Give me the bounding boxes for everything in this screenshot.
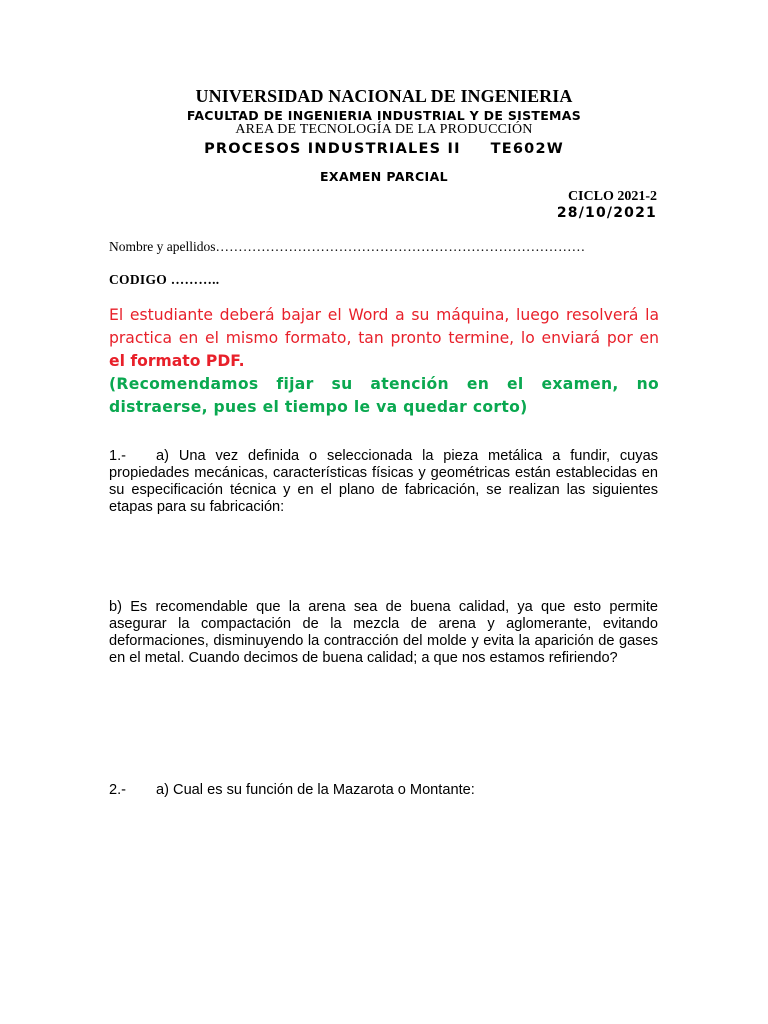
name-dots: ……………………………………………………………………… xyxy=(215,239,586,254)
name-field[interactable] xyxy=(109,239,585,255)
instructions-text: El estudiante deberá bajar el Word a su máquina, luego resolverá la practica en el mismo formato, tan pronto termine, lo enviará por en xyxy=(109,306,659,347)
code-dots: ……….. xyxy=(170,272,220,287)
recommendation-line-1: (Recomendamos fijar su atención en el examen, no xyxy=(109,375,659,393)
name-label: Nombre y apellidos xyxy=(109,239,216,254)
area-title: AREA DE TECNOLOGÍA DE LA PRODUCCIÓN xyxy=(235,122,533,137)
pdf-format-text: el formato PDF xyxy=(109,352,239,370)
course-name: PROCESOS INDUSTRIALES II xyxy=(204,141,461,157)
code-label: CODIGO xyxy=(109,272,171,287)
course-title xyxy=(0,141,768,157)
recommendation-text xyxy=(109,373,659,419)
exam-date: 28/10/2021 xyxy=(556,205,657,221)
question-1a xyxy=(109,448,658,516)
exam-title: EXAMEN PARCIAL xyxy=(319,169,449,184)
question-1b-text: b) Es recomendable que la arena sea de buena calidad, ya que esto permite asegurar la compactación de la mezcla de arena y aglomerante, evitando deformaciones, disminuyendo la contracción del molde y evita la aparición de gases en el metal. Cuando decimos de buena calidad; a que nos estamos refiriendo? xyxy=(109,599,658,666)
cycle-label: CICLO 2021-2 xyxy=(567,189,657,204)
exam-instructions xyxy=(109,304,659,419)
university-title: UNIVERSIDAD NACIONAL DE INGENIERIA xyxy=(195,86,573,106)
question-1b xyxy=(109,599,658,667)
faculty-title: FACULTAD DE INGENIERIA INDUSTRIAL Y DE SISTEMAS xyxy=(186,108,582,123)
question-2-number: 2.- xyxy=(109,782,127,798)
question-1a-text: a) Una vez definida o seleccionada la pieza metálica a fundir, cuyas propiedades mecánicas, características físicas y geométricas están establecidas en su especificación técnica y en el plano de fabricación, se realizan las siguientes etapas para su fabricación: xyxy=(109,448,658,515)
recommendation-line-2: distraerse, pues el tiempo le va quedar corto) xyxy=(109,398,528,416)
code-field[interactable] xyxy=(109,272,219,288)
course-code: TE602W xyxy=(490,141,564,157)
cycle-block xyxy=(557,188,657,222)
question-1-number: 1.- xyxy=(109,448,127,464)
question-2a xyxy=(109,782,658,799)
instructions-period: . xyxy=(238,352,245,370)
question-2a-text: a) Cual es su función de la Mazarota o Montante: xyxy=(156,782,475,798)
